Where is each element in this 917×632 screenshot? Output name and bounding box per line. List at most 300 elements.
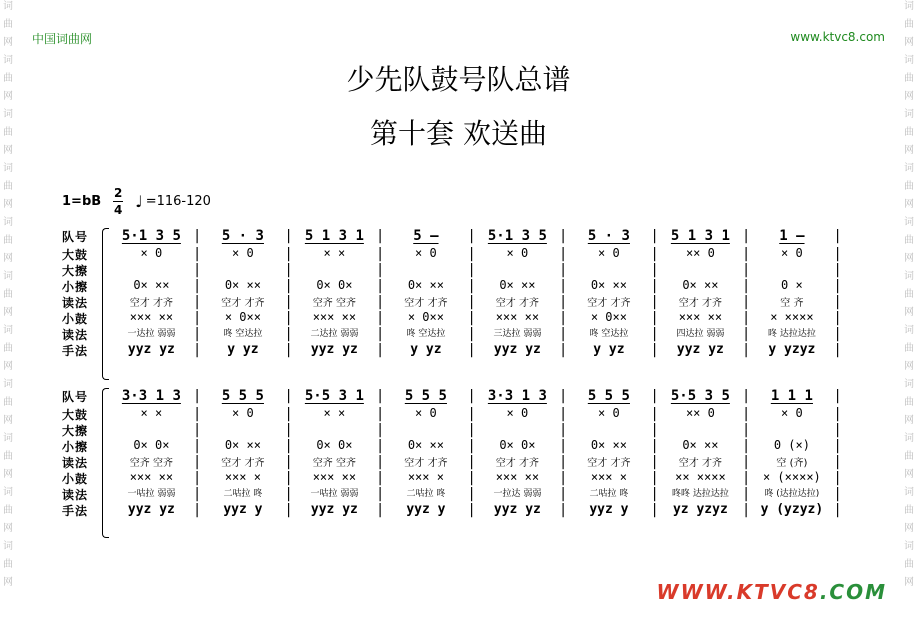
measure-cell: 0× ××	[407, 438, 444, 452]
measure-cell	[383, 262, 470, 278]
barline: |	[194, 422, 200, 438]
barline: |	[743, 388, 749, 404]
measure-cell: y yz	[227, 342, 259, 357]
measure-cell: ×× ××××	[675, 470, 726, 484]
watermark-glyph: 词	[3, 487, 13, 498]
tempo-mark	[135, 192, 211, 211]
measure-cell: yyz y	[406, 502, 446, 517]
watermark-glyph: 曲	[3, 451, 13, 462]
barline: |	[743, 454, 749, 470]
barline: |	[835, 246, 840, 262]
measure-cell: 一达拉 弱弱	[127, 329, 176, 339]
measure-cell: 二咕拉 咚	[589, 489, 629, 499]
measure-cell: × ××××	[770, 310, 814, 324]
watermark-glyph: 网	[3, 37, 13, 48]
barline: |	[652, 388, 657, 404]
measure-cell	[657, 422, 744, 438]
watermark-glyph: 词	[3, 217, 13, 228]
watermark-glyph: 曲	[904, 505, 914, 516]
barline: |	[377, 326, 383, 342]
watermark-glyph: 曲	[904, 451, 914, 462]
measure-cell: 5·1 3 5	[487, 228, 547, 244]
measure-cell: 空才 才齐	[678, 298, 722, 309]
score-system	[62, 386, 840, 518]
measure-cell: × (××××)	[762, 470, 821, 484]
barline: |	[469, 486, 474, 502]
watermark-glyph: 网	[3, 145, 13, 156]
barline: |	[652, 486, 657, 502]
barline: |	[469, 406, 474, 422]
watermark-glyph: 网	[3, 415, 13, 426]
barline: |	[194, 454, 200, 470]
measure-cell: × 0	[506, 246, 529, 260]
barline: |	[469, 470, 474, 486]
barline: |	[194, 246, 200, 262]
watermark-glyph: 词	[3, 109, 13, 120]
site-url-right[interactable]: www.ktvc8.com	[790, 30, 885, 44]
barline: |	[286, 470, 291, 486]
barline: |	[835, 342, 840, 358]
logo-part: WWW.	[656, 580, 737, 604]
measure-cell: 0× ××	[590, 438, 627, 452]
watermark-glyph: 词	[3, 325, 13, 336]
key-signature: 1=bB	[62, 194, 102, 209]
barline: |	[652, 342, 657, 358]
barline: |	[194, 278, 200, 294]
barline: |	[194, 310, 200, 326]
barline: |	[743, 228, 749, 244]
watermark-glyph: 词	[3, 55, 13, 66]
measure-cell: ××× ××	[129, 310, 174, 324]
barline: |	[286, 406, 291, 422]
row-label: 读法	[62, 455, 89, 470]
barline: |	[835, 262, 840, 278]
score-row	[62, 406, 840, 422]
measure-cell: 空才 才齐	[221, 298, 265, 309]
row-label: 大擦	[62, 423, 89, 438]
barline: |	[377, 278, 383, 294]
logo-part: .COM	[819, 580, 887, 604]
barline: |	[560, 388, 566, 404]
watermark-glyph: 词	[904, 379, 914, 390]
watermark-glyph: 网	[904, 577, 914, 588]
watermark-glyph: 曲	[3, 289, 13, 300]
watermark-glyph: 词	[904, 1, 914, 12]
measure-cell: 0× ××	[224, 278, 261, 292]
score-row	[62, 246, 840, 262]
measure-cell: × 0	[506, 406, 529, 420]
measure-cell: 0× ××	[682, 278, 719, 292]
measure-cell	[749, 422, 836, 438]
barline: |	[743, 278, 749, 294]
measure-cell: yyz y	[589, 502, 629, 517]
measure-cell	[108, 422, 195, 438]
barline: |	[743, 502, 749, 518]
watermark-glyph: 词	[904, 55, 914, 66]
watermark-glyph: 网	[3, 577, 13, 588]
barline: |	[743, 310, 749, 326]
page-subtitle: 第十套 欢送曲	[370, 117, 547, 150]
row-label: 大鼓	[62, 247, 89, 262]
barline: |	[652, 454, 657, 470]
measure-cell: 咚咚 达拉达拉	[671, 489, 729, 499]
measure-cell: 空才 才齐	[404, 458, 448, 469]
watermark-glyph: 网	[3, 91, 13, 102]
measure-cell: 5 5 5	[221, 388, 264, 404]
measure-cell: 5 · 3	[587, 228, 630, 244]
barline: |	[652, 502, 657, 518]
measure-cell: 空才 才齐	[221, 458, 265, 469]
barline: |	[469, 422, 474, 438]
barline: |	[560, 406, 566, 422]
measure-cell: 0× 0×	[133, 438, 170, 452]
watermark-glyph: 网	[904, 415, 914, 426]
watermark-glyph: 网	[904, 469, 914, 480]
barline: |	[652, 246, 657, 262]
measure-cell: 三达拉 弱弱	[493, 329, 542, 339]
row-label: 大鼓	[62, 407, 89, 422]
barline: |	[286, 326, 291, 342]
watermark-glyph: 曲	[904, 19, 914, 30]
score-meta	[62, 186, 211, 217]
watermark-glyph: 曲	[904, 181, 914, 192]
barline: |	[835, 486, 840, 502]
measure-cell	[108, 262, 195, 278]
barline: |	[286, 310, 291, 326]
barline: |	[652, 326, 657, 342]
measure-cell: ×× 0	[685, 406, 715, 420]
measure-cell: 1 –	[779, 228, 805, 244]
measure-cell: × 0	[598, 246, 620, 260]
barline: |	[469, 278, 474, 294]
watermark-glyph: 曲	[3, 343, 13, 354]
barline: |	[743, 294, 749, 310]
watermark-glyph: 网	[904, 253, 914, 264]
barline: |	[560, 326, 566, 342]
barline: |	[286, 294, 291, 310]
measure-cell: 0× ××	[407, 278, 444, 292]
score-row	[62, 342, 840, 358]
score-row	[62, 262, 840, 278]
barline: |	[377, 454, 383, 470]
barline: |	[560, 502, 566, 518]
measure-cell: 3·3 1 3	[487, 388, 547, 404]
barline: |	[286, 454, 291, 470]
row-label: 小鼓	[62, 311, 89, 326]
score-row	[62, 386, 840, 406]
barline: |	[469, 228, 474, 244]
barline: |	[743, 486, 749, 502]
measure-cell: 0× ××	[590, 278, 627, 292]
measure-cell: ××× ×	[407, 470, 444, 484]
measure-cell: ××× ×	[224, 470, 261, 484]
watermark-glyph: 网	[904, 199, 914, 210]
watermark-glyph: 词	[904, 325, 914, 336]
site-name-left[interactable]: 中国词曲网	[32, 32, 93, 46]
watermark-glyph: 网	[904, 307, 914, 318]
measure-cell: 0× ××	[133, 278, 170, 292]
barline: |	[835, 278, 840, 294]
barline: |	[835, 406, 840, 422]
watermark-glyph: 网	[3, 307, 13, 318]
barline: |	[286, 486, 291, 502]
barline: |	[377, 388, 383, 404]
measure-cell: 咚 达拉达拉	[767, 329, 816, 339]
quarter-note-icon: ♩	[135, 192, 143, 211]
measure-cell: 0× 0×	[316, 278, 353, 292]
barline: |	[469, 342, 474, 358]
barline: |	[286, 388, 291, 404]
watermark-glyph: 曲	[3, 73, 13, 84]
measure-cell: y (yzyz)	[760, 502, 824, 517]
measure-cell: 一咕拉 弱弱	[127, 489, 176, 499]
watermark-glyph: 网	[904, 37, 914, 48]
row-label: 队号	[62, 389, 89, 404]
barline: |	[835, 438, 840, 454]
barline: |	[743, 470, 749, 486]
measure-cell: yyz yz	[127, 502, 175, 517]
barline: |	[835, 326, 840, 342]
measure-cell: 空才 才齐	[587, 298, 631, 309]
barline: |	[377, 246, 383, 262]
measure-cell: 空才 才齐	[495, 458, 539, 469]
barline: |	[560, 294, 566, 310]
watermark-glyph: 网	[3, 253, 13, 264]
watermark-glyph: 曲	[3, 397, 13, 408]
measure-cell: yyz yz	[127, 342, 175, 357]
measure-cell: 0× 0×	[499, 438, 536, 452]
measure-cell: 5·5 3 1	[304, 388, 364, 404]
watermark-glyph: 曲	[3, 559, 13, 570]
barline: |	[469, 310, 474, 326]
measure-cell: 咚 空达拉	[223, 329, 263, 339]
barline: |	[835, 294, 840, 310]
measure-cell: × 0	[781, 246, 803, 260]
time-bottom: 4	[113, 203, 123, 217]
barline: |	[652, 422, 657, 438]
measure-cell: 0× ××	[682, 438, 719, 452]
watermark-glyph: 曲	[904, 397, 914, 408]
barline: |	[560, 438, 566, 454]
watermark-glyph: 词	[3, 271, 13, 282]
watermark-glyph: 曲	[3, 181, 13, 192]
measure-cell: 3·3 1 3	[121, 388, 181, 404]
measure-cell: 二咕拉 咚	[406, 489, 446, 499]
barline: |	[286, 502, 291, 518]
measure-cell: 5 5 5	[587, 388, 630, 404]
watermark-glyph: 词	[3, 433, 13, 444]
watermark-glyph: 词	[904, 163, 914, 174]
barline: |	[743, 438, 749, 454]
watermark-glyph: 词	[3, 541, 13, 552]
row-label: 大擦	[62, 263, 89, 278]
measure-cell	[474, 422, 561, 438]
measure-cell: ××× ××	[312, 310, 357, 324]
barline: |	[377, 502, 383, 518]
barline: |	[743, 422, 749, 438]
measure-cell: ××× ××	[495, 470, 540, 484]
measure-cell: 5 · 3	[221, 228, 264, 244]
watermark-glyph: 曲	[904, 73, 914, 84]
barline: |	[377, 342, 383, 358]
measure-cell: yyz yz	[493, 342, 541, 357]
watermark-glyph: 词	[904, 541, 914, 552]
score-row	[62, 470, 840, 486]
measure-cell: 二达拉 弱弱	[310, 329, 359, 339]
watermark-glyph: 词	[904, 487, 914, 498]
watermark-glyph: 网	[904, 91, 914, 102]
barline: |	[194, 262, 200, 278]
barline: |	[835, 388, 840, 404]
barline: |	[194, 342, 200, 358]
barline: |	[377, 262, 383, 278]
measure-cell	[566, 422, 653, 438]
footer-logo	[657, 580, 887, 604]
measure-cell: ××× ××	[129, 470, 174, 484]
measure-cell: 一拉达 弱弱	[493, 489, 542, 499]
measure-cell: 空才 才齐	[587, 458, 631, 469]
measure-cell	[291, 422, 378, 438]
watermark-glyph: 曲	[3, 235, 13, 246]
barline: |	[469, 246, 474, 262]
measure-cell	[291, 262, 378, 278]
row-label: 读法	[62, 487, 89, 502]
measure-cell: yyz y	[223, 502, 263, 517]
measure-cell	[474, 262, 561, 278]
barline: |	[835, 228, 840, 244]
measure-cell: ××× ××	[495, 310, 540, 324]
measure-cell: × 0	[598, 406, 620, 420]
barline: |	[835, 310, 840, 326]
barline: |	[652, 406, 657, 422]
measure-cell: ××× ×	[590, 470, 627, 484]
watermark-glyph: 网	[3, 469, 13, 480]
barline: |	[469, 262, 474, 278]
row-label: 读法	[62, 327, 89, 342]
row-label: 小擦	[62, 279, 89, 294]
barline: |	[560, 246, 566, 262]
watermark-glyph: 词	[904, 109, 914, 120]
watermark-glyph: 曲	[904, 235, 914, 246]
watermark-glyph: 网	[3, 523, 13, 534]
measure-cell: × ×	[140, 406, 163, 420]
score-row	[62, 310, 840, 326]
measure-cell: 空才 才齐	[678, 458, 722, 469]
barline: |	[194, 406, 200, 422]
measure-cell: 空齐 空齐	[312, 458, 356, 469]
barline: |	[652, 262, 657, 278]
barline: |	[469, 326, 474, 342]
barline: |	[377, 486, 383, 502]
measure-cell: 5 –	[413, 228, 439, 244]
barline: |	[194, 502, 200, 518]
watermark-glyph: 曲	[904, 343, 914, 354]
watermark-glyph: 词	[904, 433, 914, 444]
barline: |	[560, 422, 566, 438]
barline: |	[286, 246, 291, 262]
measure-cell: × 0	[140, 246, 163, 260]
measure-cell: 0 ×	[781, 278, 803, 292]
measure-cell: 咚 (达拉达拉)	[764, 489, 820, 499]
measure-cell: × ×	[323, 406, 346, 420]
barline: |	[377, 470, 383, 486]
measure-cell: 二咕拉 咚	[223, 489, 263, 499]
barline: |	[194, 388, 200, 404]
barline: |	[560, 310, 566, 326]
measure-cell: × 0××	[407, 310, 444, 324]
page-title: 少先队鼓号队总谱	[346, 63, 571, 96]
barline: |	[652, 310, 657, 326]
measure-cell: 空齐 空齐	[129, 458, 173, 469]
barline: |	[194, 294, 200, 310]
measure-cell: ××× ××	[678, 310, 723, 324]
watermark-glyph: 词	[3, 163, 13, 174]
row-label: 手法	[62, 503, 89, 518]
barline: |	[560, 262, 566, 278]
barline: |	[286, 278, 291, 294]
barline: |	[469, 388, 474, 404]
barline: |	[194, 486, 200, 502]
watermark-glyph: 曲	[904, 127, 914, 138]
measure-cell: 0× 0×	[316, 438, 353, 452]
barline: |	[560, 454, 566, 470]
measure-cell: 咚 空达拉	[406, 329, 446, 339]
barline: |	[835, 422, 840, 438]
barline: |	[743, 262, 749, 278]
barline: |	[560, 486, 566, 502]
barline: |	[835, 470, 840, 486]
measure-cell: 空才 才齐	[495, 298, 539, 309]
measure-cell	[383, 422, 470, 438]
measure-cell: 0 (×)	[773, 438, 810, 452]
measure-cell: yyz yz	[493, 502, 541, 517]
barline: |	[286, 438, 291, 454]
barline: |	[377, 438, 383, 454]
barline: |	[377, 406, 383, 422]
barline: |	[194, 228, 200, 244]
barline: |	[286, 342, 291, 358]
barline: |	[377, 422, 383, 438]
row-label: 读法	[62, 295, 89, 310]
measure-cell: × 0	[232, 246, 254, 260]
score-row	[62, 326, 840, 342]
watermark-glyph: 网	[904, 523, 914, 534]
score-row	[62, 278, 840, 294]
measure-cell: × 0××	[590, 310, 627, 324]
measure-cell: 空 (齐)	[776, 458, 808, 469]
barline: |	[469, 438, 474, 454]
barline: |	[743, 246, 749, 262]
watermark-glyph: 词	[3, 379, 13, 390]
watermark-glyph: 词	[904, 271, 914, 282]
measure-cell: 空齐 空齐	[312, 298, 356, 309]
barline: |	[743, 326, 749, 342]
measure-cell: y yz	[593, 342, 625, 357]
barline: |	[286, 228, 291, 244]
measure-cell: 0× ××	[499, 278, 536, 292]
measure-cell: ×× 0	[685, 246, 715, 260]
row-label: 小擦	[62, 439, 89, 454]
measure-cell: 空才 才齐	[404, 298, 448, 309]
measure-cell	[657, 262, 744, 278]
measure-cell: 一咕拉 弱弱	[310, 489, 359, 499]
barline: |	[286, 262, 291, 278]
barline: |	[560, 342, 566, 358]
watermark-glyph: 词	[3, 1, 13, 12]
watermark-glyph: 网	[3, 199, 13, 210]
row-label: 队号	[62, 229, 89, 244]
barline: |	[835, 454, 840, 470]
